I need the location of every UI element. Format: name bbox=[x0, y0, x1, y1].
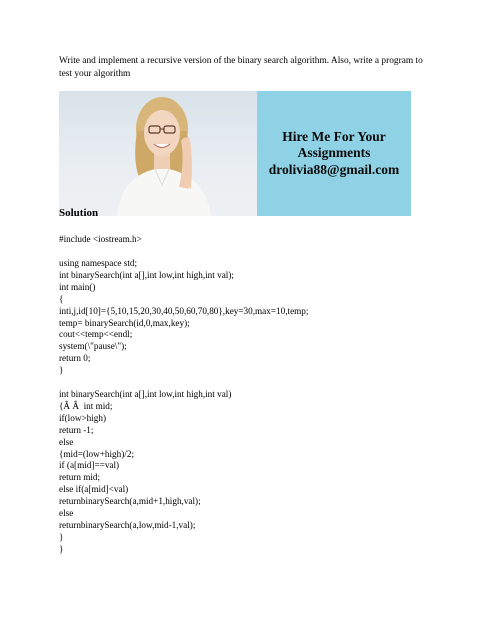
woman-with-glasses-illustration bbox=[59, 91, 257, 216]
promo-headline: Hire Me For Your bbox=[282, 129, 386, 144]
code-line-binary-search: } bbox=[59, 531, 64, 542]
code-line-binary-search: else bbox=[59, 508, 74, 519]
code-line-binary-search: else bbox=[59, 436, 74, 447]
code-line-main: return 0; bbox=[59, 353, 91, 364]
code-line-binary-search: {mid=(low+high)/2; bbox=[59, 448, 134, 459]
solution-heading: Solution bbox=[59, 207, 99, 219]
code-line-main: temp= binarySearch(id,0,max,key); bbox=[59, 317, 190, 328]
problem-line-1: Write and implement a recursive version of the binary search algorithm. Also, write a program to bbox=[59, 56, 423, 66]
code-include: #include <iostream.h> bbox=[59, 234, 142, 244]
code-line-binary-search: return mid; bbox=[59, 472, 101, 483]
code-line-binary-search: returnbinarySearch(a,low,mid-1,val); bbox=[59, 519, 196, 530]
advertisement-banner bbox=[59, 91, 411, 216]
code-line-main: int binarySearch(int a[],int low,int high,int val); bbox=[59, 269, 234, 280]
code-line-binary-search: } bbox=[59, 543, 64, 554]
code-line-binary-search: {Â Â int mid; bbox=[59, 400, 113, 411]
code-line-binary-search: if(low>high) bbox=[59, 412, 107, 423]
promo-subheadline: Assignments bbox=[297, 145, 371, 160]
code-line-binary-search: else if(a[mid]<val) bbox=[59, 484, 129, 495]
code-line-main: inti,j,id[10]={5,10,15,20,30,40,50,60,70,80},key=30,max=10,temp; bbox=[59, 305, 309, 316]
code-line-main: cout<<temp<<endl; bbox=[59, 329, 133, 340]
problem-statement bbox=[59, 55, 449, 80]
code-line-binary-search: returnbinarySearch(a,mid+1,high,val); bbox=[59, 496, 201, 507]
code-block-main bbox=[59, 258, 308, 377]
code-line-main: system(\"pause\"); bbox=[59, 341, 127, 352]
code-line-main: using namespace std; bbox=[59, 258, 138, 268]
problem-line-2: test your algorithm bbox=[59, 68, 131, 79]
code-line-main: } bbox=[59, 365, 64, 376]
code-line-binary-search: if (a[mid]==val) bbox=[59, 460, 120, 471]
code-line-main: { bbox=[59, 293, 64, 304]
promo-panel bbox=[257, 91, 411, 216]
code-block-binary-search bbox=[59, 389, 231, 556]
code-line-binary-search: return -1; bbox=[59, 424, 94, 435]
code-line-binary-search: int binarySearch(int a[],int low,int high,int val) bbox=[59, 389, 232, 399]
woman-photo bbox=[59, 91, 257, 216]
code-line-main: int main() bbox=[59, 281, 96, 292]
promo-email: drolivia88@gmail.com bbox=[268, 162, 400, 177]
